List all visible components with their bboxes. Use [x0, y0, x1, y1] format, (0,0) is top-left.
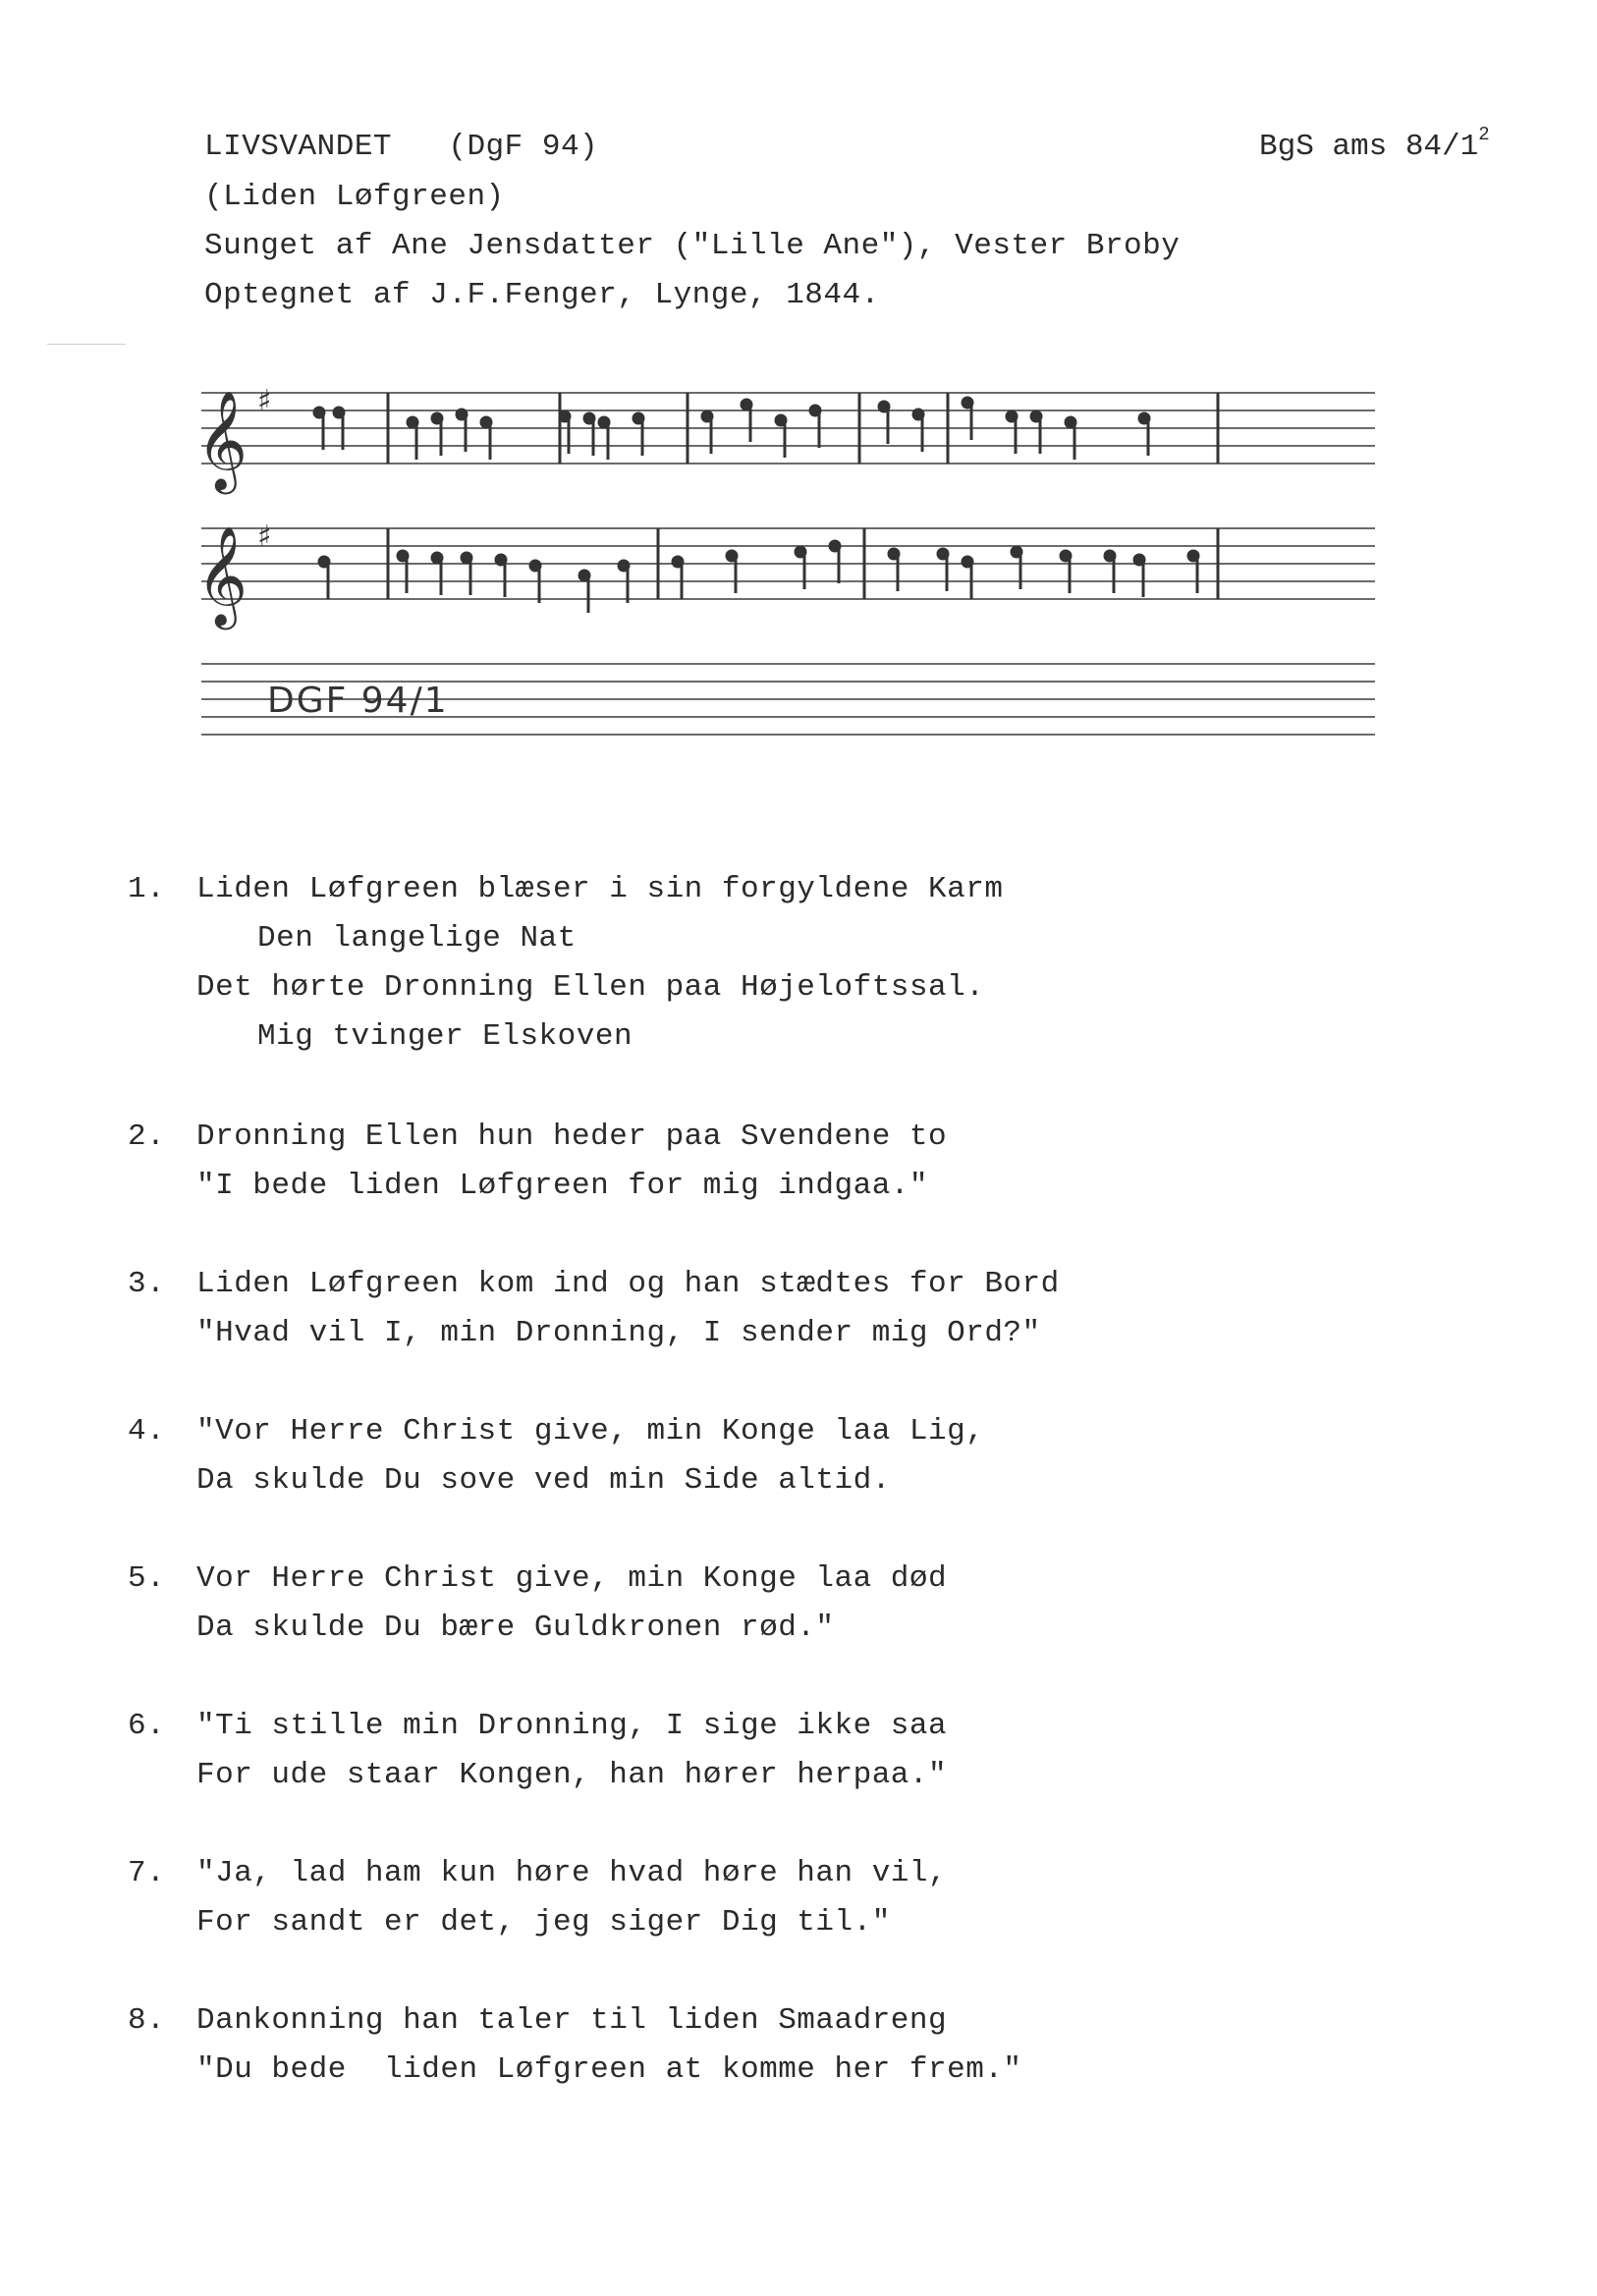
- verse-number: 3.: [128, 1267, 166, 1301]
- staff-1: [201, 393, 1375, 464]
- handwritten-tune-label: DGF 94/1: [267, 681, 449, 721]
- archive-reference: BgS ams $84/1^2$: [1259, 124, 1490, 164]
- verse-number: 7.: [128, 1856, 166, 1890]
- song-subtitle: (Liden Løfgreen): [204, 180, 505, 214]
- verse-line: "Hvad vil I, min Dronning, I sender mig Ord?": [196, 1316, 1041, 1350]
- verse-line: "I bede liden Løfgreen for mig indgaa.": [196, 1169, 929, 1203]
- notes-staff-2: [319, 528, 1218, 613]
- verse-line: For sandt er det, jeg siger Dig til.": [196, 1905, 891, 1940]
- verse-line: "Vor Herre Christ give, min Konge laa Lig,: [196, 1414, 985, 1449]
- verse-refrain-line: Den langelige Nat: [257, 921, 577, 956]
- verse-line: Liden Løfgreen blæser i sin forgyldene Karm: [196, 872, 1004, 906]
- verse-line: Dankonning han taler til liden Smaadreng: [196, 2003, 948, 2038]
- verse-line: "Ti stille min Dronning, I sige ikke saa: [196, 1709, 948, 1743]
- verse-line: Dronning Ellen hun heder paa Svendene to: [196, 1120, 948, 1154]
- staff-2: [201, 528, 1375, 599]
- treble-clef-icon: 𝄞: [196, 389, 248, 490]
- verse-line: Da skulde Du bære Guldkronen rød.": [196, 1611, 835, 1645]
- verse-line: Vor Herre Christ give, min Konge laa død: [196, 1561, 948, 1596]
- verse-line: For ude staar Kongen, han hører herpaa.": [196, 1758, 948, 1792]
- sharp-icon: ♯: [257, 384, 272, 418]
- verse-line: Da skulde Du sove ved min Side altid.: [196, 1463, 891, 1498]
- verse-number: 5.: [128, 1561, 166, 1596]
- verse-line: "Ja, lad ham kun høre hvad høre han vil,: [196, 1856, 948, 1890]
- verse-line: Det hørte Dronning Ellen paa Højeloftssal.: [196, 970, 985, 1005]
- verse-number: 8.: [128, 2003, 166, 2038]
- verse-line: "Du bede liden Løfgreen at komme her frem.": [196, 2052, 1022, 2087]
- verse-number: 2.: [128, 1120, 166, 1154]
- music-notation: [0, 0, 1597, 786]
- song-title: LIVSVANDET (DgF 94): [204, 130, 599, 164]
- verse-number: 4.: [128, 1414, 166, 1449]
- verse-number: 6.: [128, 1709, 166, 1743]
- sharp-icon: ♯: [257, 519, 272, 554]
- verse-number: 1.: [128, 872, 166, 906]
- verse-line: Liden Løfgreen kom ind og han stædtes for Bord: [196, 1267, 1060, 1301]
- recorder-credit: Optegnet af J.F.Fenger, Lynge, 1844.: [204, 278, 880, 312]
- treble-clef-icon: 𝄞: [196, 524, 248, 626]
- singer-credit: Sunget af Ane Jensdatter ("Lille Ane"), Vester Broby: [204, 229, 1181, 263]
- verse-refrain-line: Mig tvinger Elskoven: [257, 1019, 633, 1054]
